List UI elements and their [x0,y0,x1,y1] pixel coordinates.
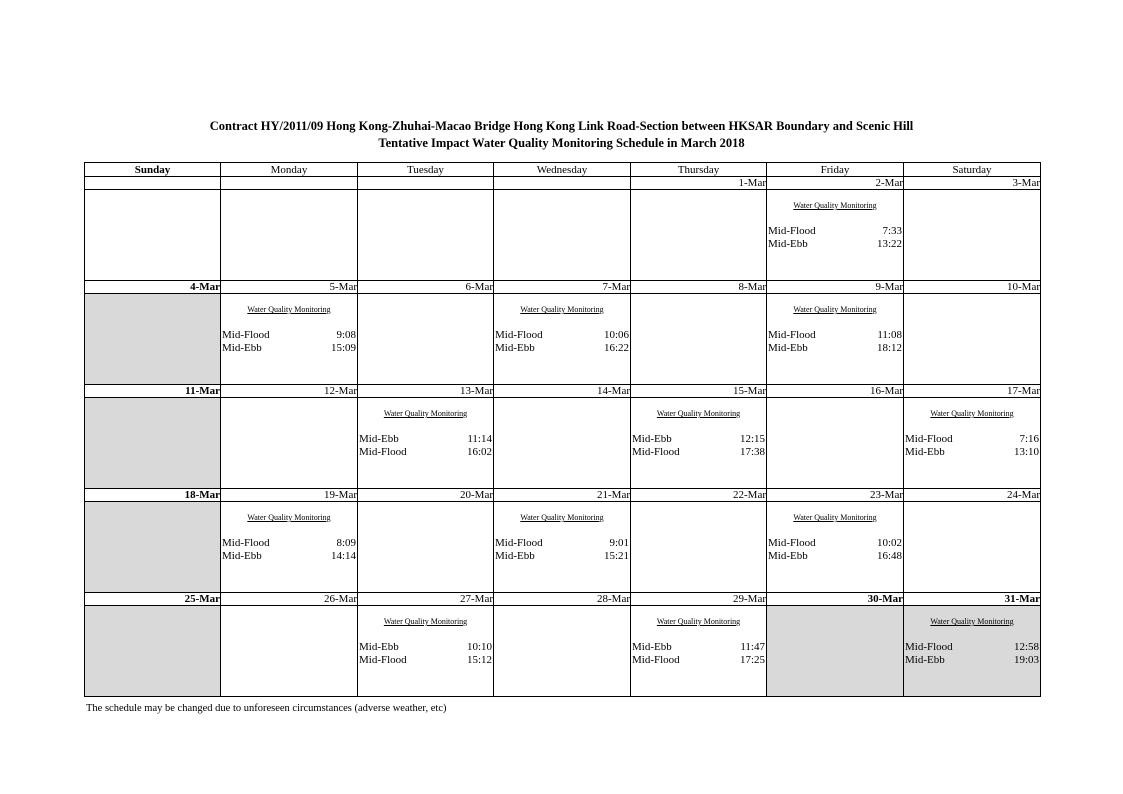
tide-phase: Mid-Ebb [359,433,399,445]
tide-phase: Mid-Flood [632,654,680,666]
date-cell: 25-Mar [85,593,221,606]
tide-phase: Mid-Flood [222,537,270,549]
day-cell-content [631,190,766,280]
date-cell: 13-Mar [358,385,494,398]
tide-time-row [495,342,629,354]
monitoring-label: Water Quality Monitoring [247,305,331,314]
date-cell: 2-Mar [767,177,904,190]
date-cell: 11-Mar [85,385,221,398]
monitoring-label: Water Quality Monitoring [793,513,877,522]
day-cell-content [221,398,357,488]
day-cell-content [358,190,493,280]
tide-time-row [222,342,356,354]
day-cell [767,398,904,489]
day-cell-content [494,502,630,592]
date-cell [85,177,221,190]
tide-phase: Mid-Flood [632,446,680,458]
tide-time: 10:02 [876,537,902,549]
tide-phase: Mid-Ebb [768,238,808,250]
tide-time-row [768,342,902,354]
date-cell: 16-Mar [767,385,904,398]
monitoring-label: Water Quality Monitoring [520,513,604,522]
schedule-subtitle: Tentative Impact Water Quality Monitoring Schedule in March 2018 [378,136,745,150]
day-cell-content [85,294,220,384]
tide-phase: Mid-Flood [768,537,816,549]
tide-phase: Mid-Flood [359,446,407,458]
day-cell-content [85,190,220,280]
tide-time-row [222,550,356,562]
tide-phase: Mid-Flood [768,225,816,237]
day-cell-content [358,398,493,488]
day-cell-content [494,190,630,280]
date-cell: 7-Mar [494,281,631,294]
day-cell-content [358,502,493,592]
tide-time: 13:10 [1013,446,1039,458]
tide-time: 9:08 [336,329,356,341]
date-cell: 31-Mar [904,593,1041,606]
day-cell-content [904,294,1040,384]
day-cell-content [85,502,220,592]
weekday-header: Wednesday [494,163,631,177]
day-cell [767,502,904,593]
day-cell [767,190,904,281]
tide-time: 14:14 [330,550,356,562]
day-cell [494,606,631,697]
date-cell: 29-Mar [631,593,767,606]
day-cell [85,502,221,593]
tide-phase: Mid-Ebb [768,550,808,562]
monitoring-label: Water Quality Monitoring [656,617,741,626]
day-cell-content [494,398,630,488]
tide-time: 10:06 [603,329,629,341]
tide-time-row [359,641,492,653]
weekday-header: Monday [221,163,358,177]
tide-time-row [495,537,629,549]
date-cell: 8-Mar [631,281,767,294]
day-cell-content [767,294,903,384]
day-cell-content [631,502,766,592]
day-content-row [85,190,1041,281]
monitoring-label: Water Quality Monitoring [247,513,331,522]
tide-time: 8:09 [336,537,356,549]
day-cell-content [494,606,630,696]
tide-time-row [222,329,356,341]
day-cell [494,398,631,489]
tide-time-row [632,641,765,653]
day-cell [221,398,358,489]
day-cell [767,294,904,385]
monitoring-label: Water Quality Monitoring [383,617,468,626]
monitoring-label: Water Quality Monitoring [930,617,1014,626]
date-row [85,281,1041,294]
date-row [85,177,1041,190]
date-cell: 12-Mar [221,385,358,398]
tide-time-row [768,329,902,341]
day-cell [221,294,358,385]
date-cell [221,177,358,190]
tide-time: 7:33 [882,225,902,237]
date-cell: 28-Mar [494,593,631,606]
day-cell [904,294,1041,385]
tide-time: 16:48 [876,550,902,562]
day-cell-content [904,190,1040,280]
day-cell-content [767,606,903,696]
tide-phase: Mid-Ebb [359,641,399,653]
day-cell-content [494,294,630,384]
day-content-row [85,606,1041,697]
day-cell-content [221,502,357,592]
day-cell-content [221,294,357,384]
tide-phase: Mid-Ebb [905,654,945,666]
tide-time-row [905,446,1039,458]
day-cell-content [767,502,903,592]
monitoring-label: Water Quality Monitoring [793,305,877,314]
day-cell [631,190,767,281]
day-cell-content [767,190,903,280]
monitoring-label: Water Quality Monitoring [793,201,877,210]
date-cell: 17-Mar [904,385,1041,398]
date-row [85,385,1041,398]
date-cell: 30-Mar [767,593,904,606]
monitoring-label: Water Quality Monitoring [520,305,604,314]
tide-time: 12:15 [739,433,765,445]
day-content-row [85,398,1041,489]
monitoring-label: Water Quality Monitoring [656,409,741,418]
tide-time-row [768,537,902,549]
tide-time: 11:08 [877,329,902,341]
tide-phase: Mid-Flood [768,329,816,341]
date-cell [358,177,494,190]
day-cell-content [358,294,493,384]
weekday-header: Thursday [631,163,767,177]
tide-time: 12:58 [1013,641,1039,653]
date-cell: 18-Mar [85,489,221,502]
tide-time: 15:12 [466,654,492,666]
tide-time: 19:03 [1013,654,1039,666]
tide-time-row [495,550,629,562]
tide-time-row [905,433,1039,445]
day-cell [221,190,358,281]
day-cell [631,294,767,385]
tide-phase: Mid-Ebb [495,342,535,354]
day-cell [767,606,904,697]
tide-time: 13:22 [876,238,902,250]
day-cell [904,398,1041,489]
date-cell: 19-Mar [221,489,358,502]
day-cell [358,502,494,593]
tide-time: 11:14 [467,433,492,445]
tide-time: 16:22 [603,342,629,354]
schedule-footnote: The schedule may be changed due to unforeseen circumstances (adverse weather, etc) [86,703,447,714]
tide-time-row [768,550,902,562]
tide-phase: Mid-Flood [359,654,407,666]
day-cell-content [904,398,1040,488]
date-cell: 5-Mar [221,281,358,294]
tide-time: 7:16 [1019,433,1039,445]
date-cell: 4-Mar [85,281,221,294]
day-cell [358,294,494,385]
tide-time: 17:25 [739,654,765,666]
day-cell [904,502,1041,593]
tide-time-row [768,238,902,250]
tide-time: 10:10 [466,641,492,653]
tide-time: 11:47 [740,641,765,653]
tide-time-row [768,225,902,237]
tide-phase: Mid-Flood [905,433,953,445]
tide-time-row [359,446,492,458]
date-cell: 26-Mar [221,593,358,606]
date-cell: 3-Mar [904,177,1041,190]
tide-phase: Mid-Ebb [768,342,808,354]
tide-time-row [632,433,765,445]
date-cell: 15-Mar [631,385,767,398]
tide-time-row [905,654,1039,666]
day-cell-content [85,606,220,696]
date-cell: 27-Mar [358,593,494,606]
date-cell: 22-Mar [631,489,767,502]
date-row [85,593,1041,606]
day-cell-content [904,502,1040,592]
tide-time: 9:01 [609,537,629,549]
calendar-body [85,163,1041,697]
day-cell [358,398,494,489]
day-cell [358,190,494,281]
date-cell: 10-Mar [904,281,1041,294]
day-cell [494,294,631,385]
day-cell-content [85,398,220,488]
tide-time-row [495,329,629,341]
day-cell [85,294,221,385]
tide-phase: Mid-Ebb [222,550,262,562]
weekday-header: Tuesday [358,163,494,177]
day-cell [85,606,221,697]
date-cell [494,177,631,190]
tide-phase: Mid-Flood [495,329,543,341]
date-cell: 14-Mar [494,385,631,398]
monitoring-label: Water Quality Monitoring [930,409,1014,418]
date-cell: 23-Mar [767,489,904,502]
tide-phase: Mid-Ebb [495,550,535,562]
date-cell: 9-Mar [767,281,904,294]
day-cell [358,606,494,697]
tide-phase: Mid-Ebb [632,433,672,445]
tide-time: 15:21 [603,550,629,562]
document-title: Contract HY/2011/09 Hong Kong-Zhuhai-Macao Bridge Hong Kong Link Road-Section between HKSAR Boundary and Scenic Hill [209,119,914,133]
day-cell [494,190,631,281]
day-cell [85,398,221,489]
day-cell-content [631,294,766,384]
tide-phase: Mid-Ebb [905,446,945,458]
day-cell [631,502,767,593]
date-cell: 6-Mar [358,281,494,294]
monitoring-label: Water Quality Monitoring [383,409,468,418]
day-cell-content [221,606,357,696]
day-cell [494,502,631,593]
day-cell-content [631,398,766,488]
day-content-row [85,294,1041,385]
tide-time-row [632,446,765,458]
day-cell [904,606,1041,697]
tide-time-row [359,654,492,666]
tide-phase: Mid-Flood [222,329,270,341]
tide-time: 15:09 [330,342,356,354]
date-row [85,489,1041,502]
tide-time: 17:38 [739,446,765,458]
date-cell: 21-Mar [494,489,631,502]
date-cell: 1-Mar [631,177,767,190]
day-cell-content [631,606,766,696]
tide-phase: Mid-Flood [905,641,953,653]
tide-phase: Mid-Ebb [222,342,262,354]
date-cell: 24-Mar [904,489,1041,502]
tide-time: 18:12 [876,342,902,354]
tide-phase: Mid-Ebb [632,641,672,653]
day-cell-content [767,398,903,488]
day-cell-content [358,606,493,696]
tide-time-row [632,654,765,666]
day-cell-content [904,606,1040,696]
day-content-row [85,502,1041,593]
day-cell [221,606,358,697]
day-cell [631,398,767,489]
calendar-table [84,162,1041,697]
day-cell [631,606,767,697]
weekday-header: Friday [767,163,904,177]
tide-time: 16:02 [466,446,492,458]
date-cell: 20-Mar [358,489,494,502]
day-cell [904,190,1041,281]
weekday-header: Saturday [904,163,1041,177]
day-cell-content [221,190,357,280]
day-cell [221,502,358,593]
tide-time-row [222,537,356,549]
weekday-header-row [85,163,1041,177]
tide-time-row [905,641,1039,653]
tide-time-row [359,433,492,445]
day-cell [85,190,221,281]
tide-phase: Mid-Flood [495,537,543,549]
weekday-header: Sunday [85,163,221,177]
